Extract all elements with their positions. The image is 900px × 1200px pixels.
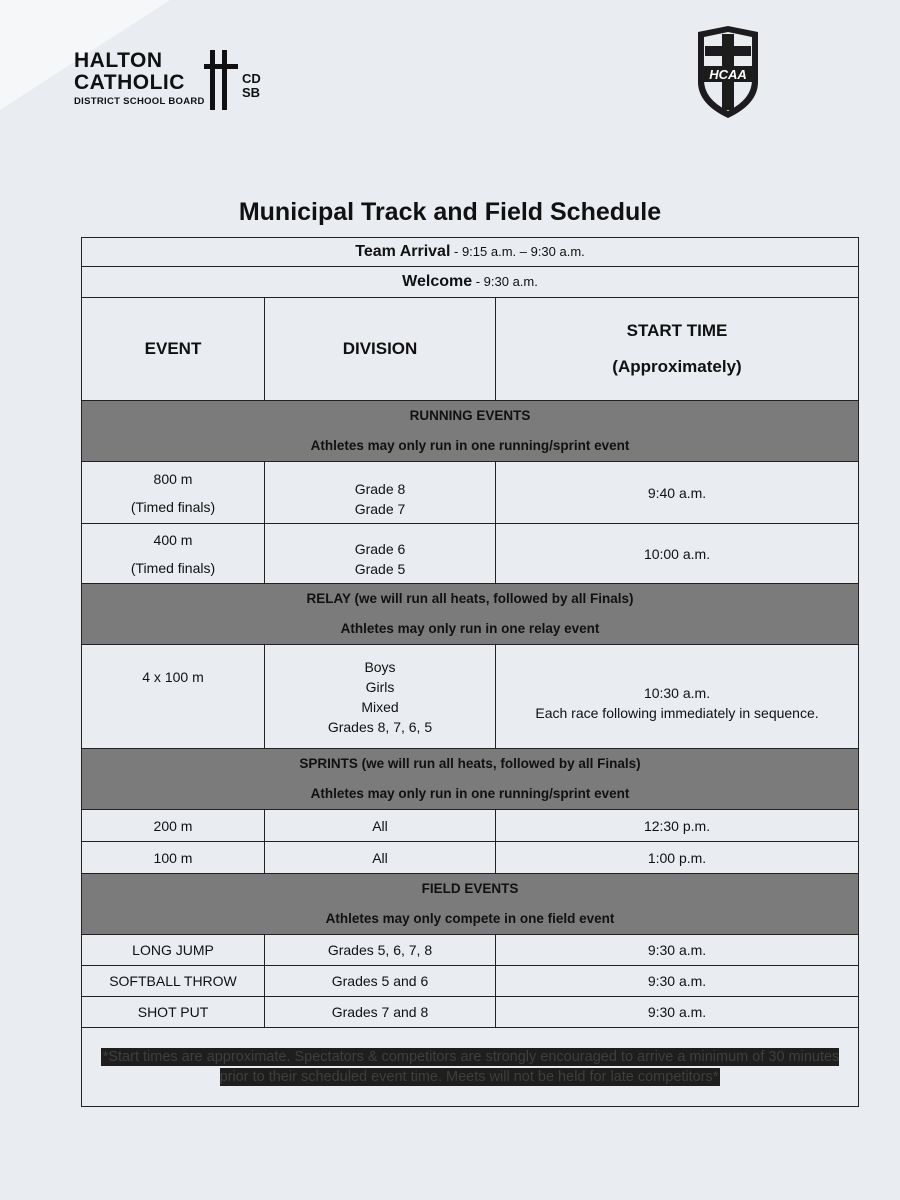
- section-note: Athletes may only run in one relay event: [340, 621, 600, 636]
- division-line: Boys: [364, 658, 396, 675]
- start-time: 12:30 p.m.: [496, 810, 859, 842]
- section-title: RUNNING EVENTS: [409, 408, 531, 423]
- event-name: 4 x 100 m: [82, 645, 265, 749]
- team-arrival-row: [82, 238, 859, 267]
- halton-catholic-logo: [74, 50, 274, 112]
- division: Grades 5 and 6: [265, 966, 496, 997]
- section-title: RELAY (we will run all heats, followed by all Finals): [306, 591, 634, 606]
- division-line: Grade 6: [354, 540, 406, 557]
- table-row: [82, 810, 859, 842]
- table-row: [82, 462, 859, 524]
- event-name: SHOT PUT: [82, 997, 265, 1028]
- section-title: SPRINTS (we will run all heats, followed by all Finals): [299, 756, 641, 771]
- division: All: [265, 810, 496, 842]
- event-name: 400 m: [153, 531, 193, 548]
- logo-line-board: DISTRICT SCHOOL BOARD: [74, 96, 205, 107]
- event-name: LONG JUMP: [82, 935, 265, 966]
- event-name: SOFTBALL THROW: [82, 966, 265, 997]
- section-running: [82, 401, 859, 462]
- event-note: (Timed finals): [130, 559, 216, 576]
- table-row: [82, 935, 859, 966]
- start-time: 9:40 a.m.: [496, 462, 859, 524]
- section-relay: [82, 584, 859, 645]
- table-row: [82, 524, 859, 584]
- start-time-note: Each race following immediately in sequence.: [535, 704, 819, 721]
- event-name: 800 m: [153, 470, 193, 487]
- cross-icon: [204, 50, 244, 110]
- footnote-text: *Start times are approximate. Spectators & competitors are strongly encouraged to arrive a minimum of 30 minutes prior to their scheduled event time. Meets will not be held for late competitors*: [102, 1049, 840, 1085]
- header-division: DIVISION: [265, 298, 496, 401]
- welcome-row: [82, 267, 859, 298]
- section-title: FIELD EVENTS: [421, 881, 519, 896]
- page-title: Municipal Track and Field Schedule: [238, 198, 662, 226]
- logo-line-halton: HALTON: [74, 49, 163, 72]
- division: Grades 5, 6, 7, 8: [265, 935, 496, 966]
- column-header-row: [82, 298, 859, 401]
- logo-line-catholic: CATHOLIC: [74, 71, 185, 94]
- welcome-time: - 9:30 a.m.: [472, 274, 538, 289]
- shield-cross-icon: [692, 24, 764, 120]
- division-line: Grade 5: [354, 560, 406, 577]
- division-line: Girls: [365, 678, 395, 695]
- division-line: Grades 8, 7, 6, 5: [327, 718, 433, 735]
- division-line: Grade 8: [354, 480, 406, 497]
- schedule-table: [81, 237, 859, 1107]
- table-row: [82, 997, 859, 1028]
- team-arrival-time: - 9:15 a.m. – 9:30 a.m.: [450, 244, 585, 259]
- start-time: 1:00 p.m.: [496, 842, 859, 874]
- hcaa-logo-text: HCAA: [709, 67, 747, 82]
- division-line: Grade 7: [354, 500, 406, 517]
- table-row: [82, 842, 859, 874]
- footnote-row: [82, 1028, 859, 1107]
- start-time: 9:30 a.m.: [496, 935, 859, 966]
- start-time: 10:30 a.m.: [643, 684, 711, 701]
- section-note: Athletes may only run in one running/sprint event: [310, 438, 630, 453]
- event-note: (Timed finals): [130, 498, 216, 515]
- event-name: 100 m: [82, 842, 265, 874]
- start-time: 9:30 a.m.: [496, 997, 859, 1028]
- section-field: [82, 874, 859, 935]
- table-row: [82, 645, 859, 749]
- start-time: 9:30 a.m.: [496, 966, 859, 997]
- logo-monogram: CD SB: [242, 71, 261, 100]
- header-event: EVENT: [82, 298, 265, 401]
- division: Grades 7 and 8: [265, 997, 496, 1028]
- start-time: 10:00 a.m.: [496, 524, 859, 584]
- welcome-label: Welcome: [402, 273, 473, 290]
- section-note: Athletes may only run in one running/sprint event: [310, 786, 630, 801]
- division-line: Mixed: [361, 698, 399, 715]
- header-start-time: START TIME (Approximately): [496, 298, 859, 401]
- section-note: Athletes may only compete in one field event: [325, 911, 615, 926]
- event-name: 200 m: [82, 810, 265, 842]
- section-sprints: [82, 749, 859, 810]
- table-row: [82, 966, 859, 997]
- division: All: [265, 842, 496, 874]
- team-arrival-label: Team Arrival: [355, 243, 451, 260]
